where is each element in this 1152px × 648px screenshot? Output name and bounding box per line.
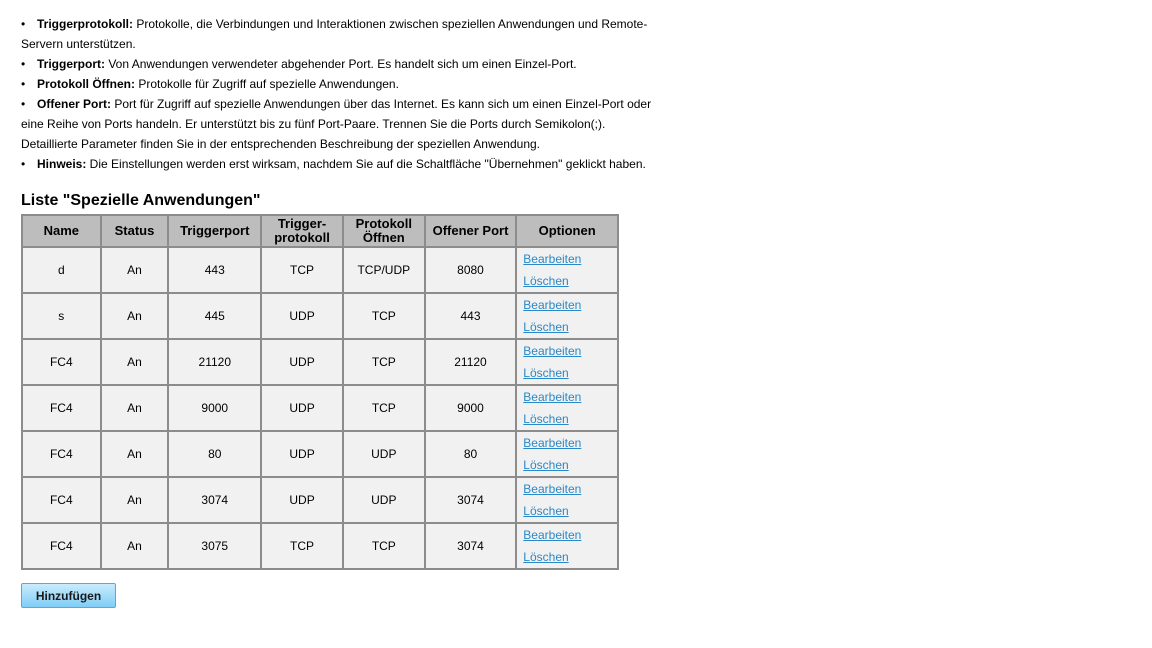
cell-trigger-protocol: UDP — [261, 293, 343, 339]
bullet: • — [21, 57, 26, 71]
cell-open-port: 3074 — [425, 477, 517, 523]
help-desc: Protokolle, die Verbindungen und Interaktionen zwischen speziellen Anwendungen und Remote- — [133, 17, 648, 31]
cell-open-protocol: TCP — [343, 293, 425, 339]
cell-options — [516, 247, 618, 293]
cell-trigger-protocol: TCP — [261, 523, 343, 569]
cell-trigger-port: 9000 — [168, 385, 261, 431]
cell-trigger-protocol: UDP — [261, 339, 343, 385]
column-header-open-protocol — [343, 215, 425, 247]
help-desc: Protokolle für Zugriff auf spezielle Anwendungen. — [135, 77, 399, 91]
help-desc: Port für Zugriff auf spezielle Anwendungen über das Internet. Es kann sich um einen Einzel-Port oder — [111, 97, 652, 111]
cell-open-port: 9000 — [425, 385, 517, 431]
cell-open-protocol: UDP — [343, 477, 425, 523]
cell-name: s — [22, 293, 101, 339]
table-row — [22, 523, 618, 569]
help-text — [21, 14, 661, 174]
bullet: • — [21, 77, 26, 91]
cell-options — [516, 339, 618, 385]
cell-status: An — [101, 293, 169, 339]
edit-link[interactable]: Bearbeiten — [523, 528, 582, 542]
cell-name: FC4 — [22, 477, 101, 523]
delete-link[interactable]: Löschen — [523, 320, 569, 334]
table-row — [22, 247, 618, 293]
edit-link[interactable]: Bearbeiten — [523, 298, 582, 312]
cell-open-protocol: TCP — [343, 523, 425, 569]
cell-open-protocol: TCP — [343, 339, 425, 385]
cell-trigger-port: 445 — [168, 293, 261, 339]
help-item-open-port — [21, 94, 661, 114]
cell-status: An — [101, 339, 169, 385]
edit-link[interactable]: Bearbeiten — [523, 252, 582, 266]
cell-trigger-protocol: UDP — [261, 431, 343, 477]
bullet: • — [21, 157, 26, 171]
header-line: Öffnen — [362, 230, 405, 245]
edit-link[interactable]: Bearbeiten — [523, 390, 582, 404]
help-term: Hinweis: — [37, 157, 87, 171]
table-header-row — [22, 215, 618, 247]
cell-status: An — [101, 385, 169, 431]
cell-name: d — [22, 247, 101, 293]
column-header-options: Optionen — [516, 215, 618, 247]
delete-link[interactable]: Löschen — [523, 504, 569, 518]
cell-trigger-port: 3075 — [168, 523, 261, 569]
table-row — [22, 431, 618, 477]
help-term: Protokoll Öffnen: — [37, 77, 135, 91]
table-row — [22, 385, 618, 431]
help-desc: Von Anwendungen verwendeter abgehender Port. Es handelt sich um einen Einzel-Port. — [105, 57, 577, 71]
delete-link[interactable]: Löschen — [523, 366, 569, 380]
cell-name: FC4 — [22, 339, 101, 385]
help-continuation: eine Reihe von Ports handeln. Er unterstützt bis zu fünf Port-Paare. Trennen Sie die Ports durch Semikolon(;). — [21, 117, 606, 131]
add-button[interactable]: Hinzufügen — [21, 583, 116, 608]
cell-options — [516, 385, 618, 431]
help-item-note — [21, 154, 661, 174]
cell-open-protocol: TCP — [343, 385, 425, 431]
cell-trigger-protocol: UDP — [261, 477, 343, 523]
table-row — [22, 293, 618, 339]
cell-trigger-port: 80 — [168, 431, 261, 477]
help-continuation: Detaillierte Parameter finden Sie in der entsprechenden Beschreibung der speziellen Anwendung. — [21, 137, 540, 151]
cell-trigger-port: 21120 — [168, 339, 261, 385]
help-continuation: Servern unterstützen. — [21, 37, 136, 51]
cell-trigger-protocol: UDP — [261, 385, 343, 431]
delete-link[interactable]: Löschen — [523, 458, 569, 472]
cell-name: FC4 — [22, 385, 101, 431]
column-header-trigger-port: Triggerport — [168, 215, 261, 247]
header-line: Trigger- — [277, 216, 327, 231]
bullet: • — [21, 17, 26, 31]
header-line: protokoll — [274, 230, 330, 245]
help-term: Triggerprotokoll: — [37, 17, 133, 31]
edit-link[interactable]: Bearbeiten — [523, 436, 582, 450]
column-header-name: Name — [22, 215, 101, 247]
help-term: Offener Port: — [37, 97, 112, 111]
edit-link[interactable]: Bearbeiten — [523, 482, 582, 496]
cell-status: An — [101, 247, 169, 293]
cell-open-port: 3074 — [425, 523, 517, 569]
cell-open-protocol: TCP/UDP — [343, 247, 425, 293]
header-line: Protokoll — [355, 216, 412, 231]
list-title: Liste "Spezielle Anwendungen" — [21, 192, 261, 209]
cell-open-port: 8080 — [425, 247, 517, 293]
cell-options — [516, 523, 618, 569]
cell-options — [516, 477, 618, 523]
table-row — [22, 477, 618, 523]
edit-link[interactable]: Bearbeiten — [523, 344, 582, 358]
help-desc: Die Einstellungen werden erst wirksam, nachdem Sie auf die Schaltfläche "Übernehmen" geklickt haben. — [86, 157, 646, 171]
help-item-open-protocol — [21, 74, 661, 94]
cell-status: An — [101, 523, 169, 569]
delete-link[interactable]: Löschen — [523, 412, 569, 426]
cell-trigger-protocol: TCP — [261, 247, 343, 293]
bullet: • — [21, 97, 26, 111]
column-header-status: Status — [101, 215, 169, 247]
column-header-open-port: Offener Port — [425, 215, 517, 247]
cell-status: An — [101, 477, 169, 523]
delete-link[interactable]: Löschen — [523, 550, 569, 564]
table-row — [22, 339, 618, 385]
cell-open-protocol: UDP — [343, 431, 425, 477]
cell-options — [516, 293, 618, 339]
help-item-trigger-protocol — [21, 14, 661, 34]
cell-trigger-port: 3074 — [168, 477, 261, 523]
cell-options — [516, 431, 618, 477]
cell-status: An — [101, 431, 169, 477]
cell-name: FC4 — [22, 431, 101, 477]
delete-link[interactable]: Löschen — [523, 274, 569, 288]
special-applications-table — [21, 214, 619, 570]
cell-trigger-port: 443 — [168, 247, 261, 293]
cell-name: FC4 — [22, 523, 101, 569]
cell-open-port: 21120 — [425, 339, 517, 385]
cell-open-port: 443 — [425, 293, 517, 339]
column-header-trigger-protocol — [261, 215, 343, 247]
cell-open-port: 80 — [425, 431, 517, 477]
special-applications-page — [21, 14, 661, 603]
help-item-trigger-port — [21, 54, 661, 74]
help-term: Triggerport: — [37, 57, 105, 71]
